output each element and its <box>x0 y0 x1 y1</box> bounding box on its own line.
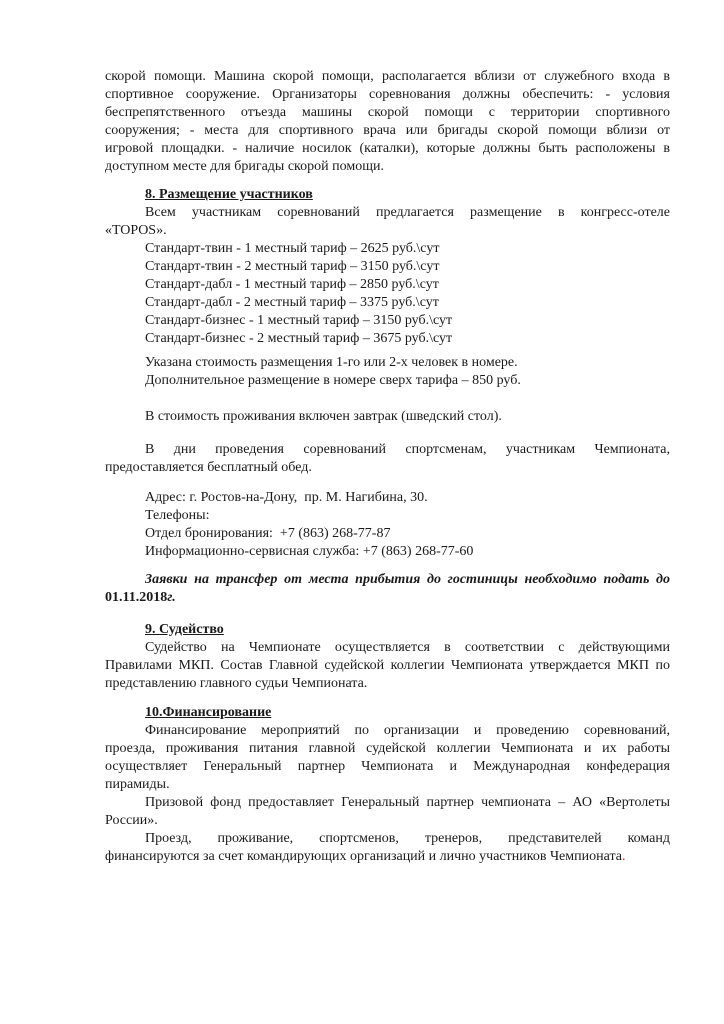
red-period: . <box>621 849 626 864</box>
booking-phone-line: Отдел бронирования: +7 (863) 268-77-87 <box>145 526 391 541</box>
transfer-notice <box>105 571 670 607</box>
paragraph-hotel-intro <box>105 204 670 240</box>
section-10-heading: 10.Финансирование <box>145 705 272 720</box>
tariff-line: Стандарт-бизнес - 1 местный тариф – 3150 руб.\сут <box>145 313 453 328</box>
text-line: Правилами МКП. Состав Главной судейской коллегии Чемпионата утверждается МКП по <box>105 658 670 673</box>
phones-label: Телефоны: <box>145 508 210 523</box>
tariff-line: Стандарт-твин - 1 местный тариф – 2625 руб.\сут <box>145 241 440 256</box>
tariff-line: Стандарт-твин - 2 местный тариф – 3150 руб.\сут <box>145 259 440 274</box>
date-suffix: г. <box>167 590 176 605</box>
text-line: России». <box>105 813 158 828</box>
text-line: осуществляет Генеральный партнер Чемпионата и Международная конфедерация <box>105 759 670 774</box>
text-line: Судейство на Чемпионате осуществляется в соответствии с действующими <box>145 640 670 655</box>
section-8-heading: 8. Размещение участников <box>145 187 313 202</box>
text-line: Указана стоимость размещения 1-го или 2-х человек в номере. <box>145 355 518 370</box>
section-9-heading: 9. Судейство <box>145 622 224 637</box>
breakfast-note: В стоимость проживания включен завтрак (шведский стол). <box>145 409 502 424</box>
text-line: спортивное сооружение. Организаторы соревнования должны обеспечить: - условия <box>105 87 670 102</box>
text-line: скорой помощи. Машина скорой помощи, располагается вблизи от служебного входа в <box>105 69 670 84</box>
paragraph-prize-fund <box>105 794 670 830</box>
text-line: доступном месте для бригады скорой помощи. <box>105 159 384 174</box>
text-line: представлению главного судьи Чемпионата. <box>105 676 368 691</box>
paragraph-medical-assistance <box>105 68 670 176</box>
text-line: В дни проведения соревнований спортсменам, участникам Чемпионата, <box>145 442 670 457</box>
text-line: игровой площадки. - наличие носилок (каталки), которые должны быть расположены в <box>105 141 670 156</box>
tariff-list <box>105 240 670 348</box>
text-line: Призовой фонд предоставляет Генеральный партнер чемпионата – АО «Вертолеты <box>145 795 670 810</box>
text-line: беспрепятственного отъезда машины скорой помощи с территории спортивного <box>105 105 670 120</box>
address-line: Адрес: г. Ростов-на-Дону, пр. М. Нагибина, 30. <box>145 490 428 505</box>
text-line: сооружения; - места для спортивного врача или бригады скорой помощи вблизи от <box>105 123 670 138</box>
info-service-phone-line: Информационно-сервисная служба: +7 (863) 268-77-60 <box>145 544 474 559</box>
text-line: Финансирование мероприятий по организации и проведению соревнований, <box>145 723 670 738</box>
text-line: Проезд, проживание, спортсменов, тренеров, представителей команд <box>145 831 670 846</box>
text-span: финансируются за счет командирующих организаций и лично участников Чемпионата <box>105 849 622 864</box>
text-line: проезда, проживания питания главной судейской коллегии Чемпионата и их работы <box>105 741 670 756</box>
contact-details <box>105 489 670 561</box>
text-line: Заявки на трансфер от места прибытия до гостиницы необходимо подать до <box>145 572 670 587</box>
text-line: Всем участникам соревнований предлагается размещение в конгресс-отеле <box>145 205 670 220</box>
transfer-deadline-date: 01.11.2018 <box>105 590 168 605</box>
tariff-line: Стандарт-бизнес - 2 местный тариф – 3675 руб.\сут <box>145 331 453 346</box>
tariff-line: Стандарт-дабл - 1 местный тариф – 2850 руб.\сут <box>145 277 439 292</box>
paragraph-lunch-note <box>105 441 670 477</box>
text-line <box>105 848 670 866</box>
text-line: «TOPOS». <box>105 223 167 238</box>
paragraph-travel-costs <box>105 830 670 866</box>
paragraph-financing <box>105 722 670 794</box>
text-line: предоставляется бесплатный обед. <box>105 460 312 475</box>
text-line <box>105 589 670 607</box>
pricing-notes <box>105 354 670 390</box>
paragraph-judging <box>105 639 670 693</box>
text-line: пирамиды. <box>105 777 170 792</box>
tariff-line: Стандарт-дабл - 2 местный тариф – 3375 руб.\сут <box>145 295 439 310</box>
text-line: Дополнительное размещение в номере сверх тарифа – 850 руб. <box>145 373 521 388</box>
